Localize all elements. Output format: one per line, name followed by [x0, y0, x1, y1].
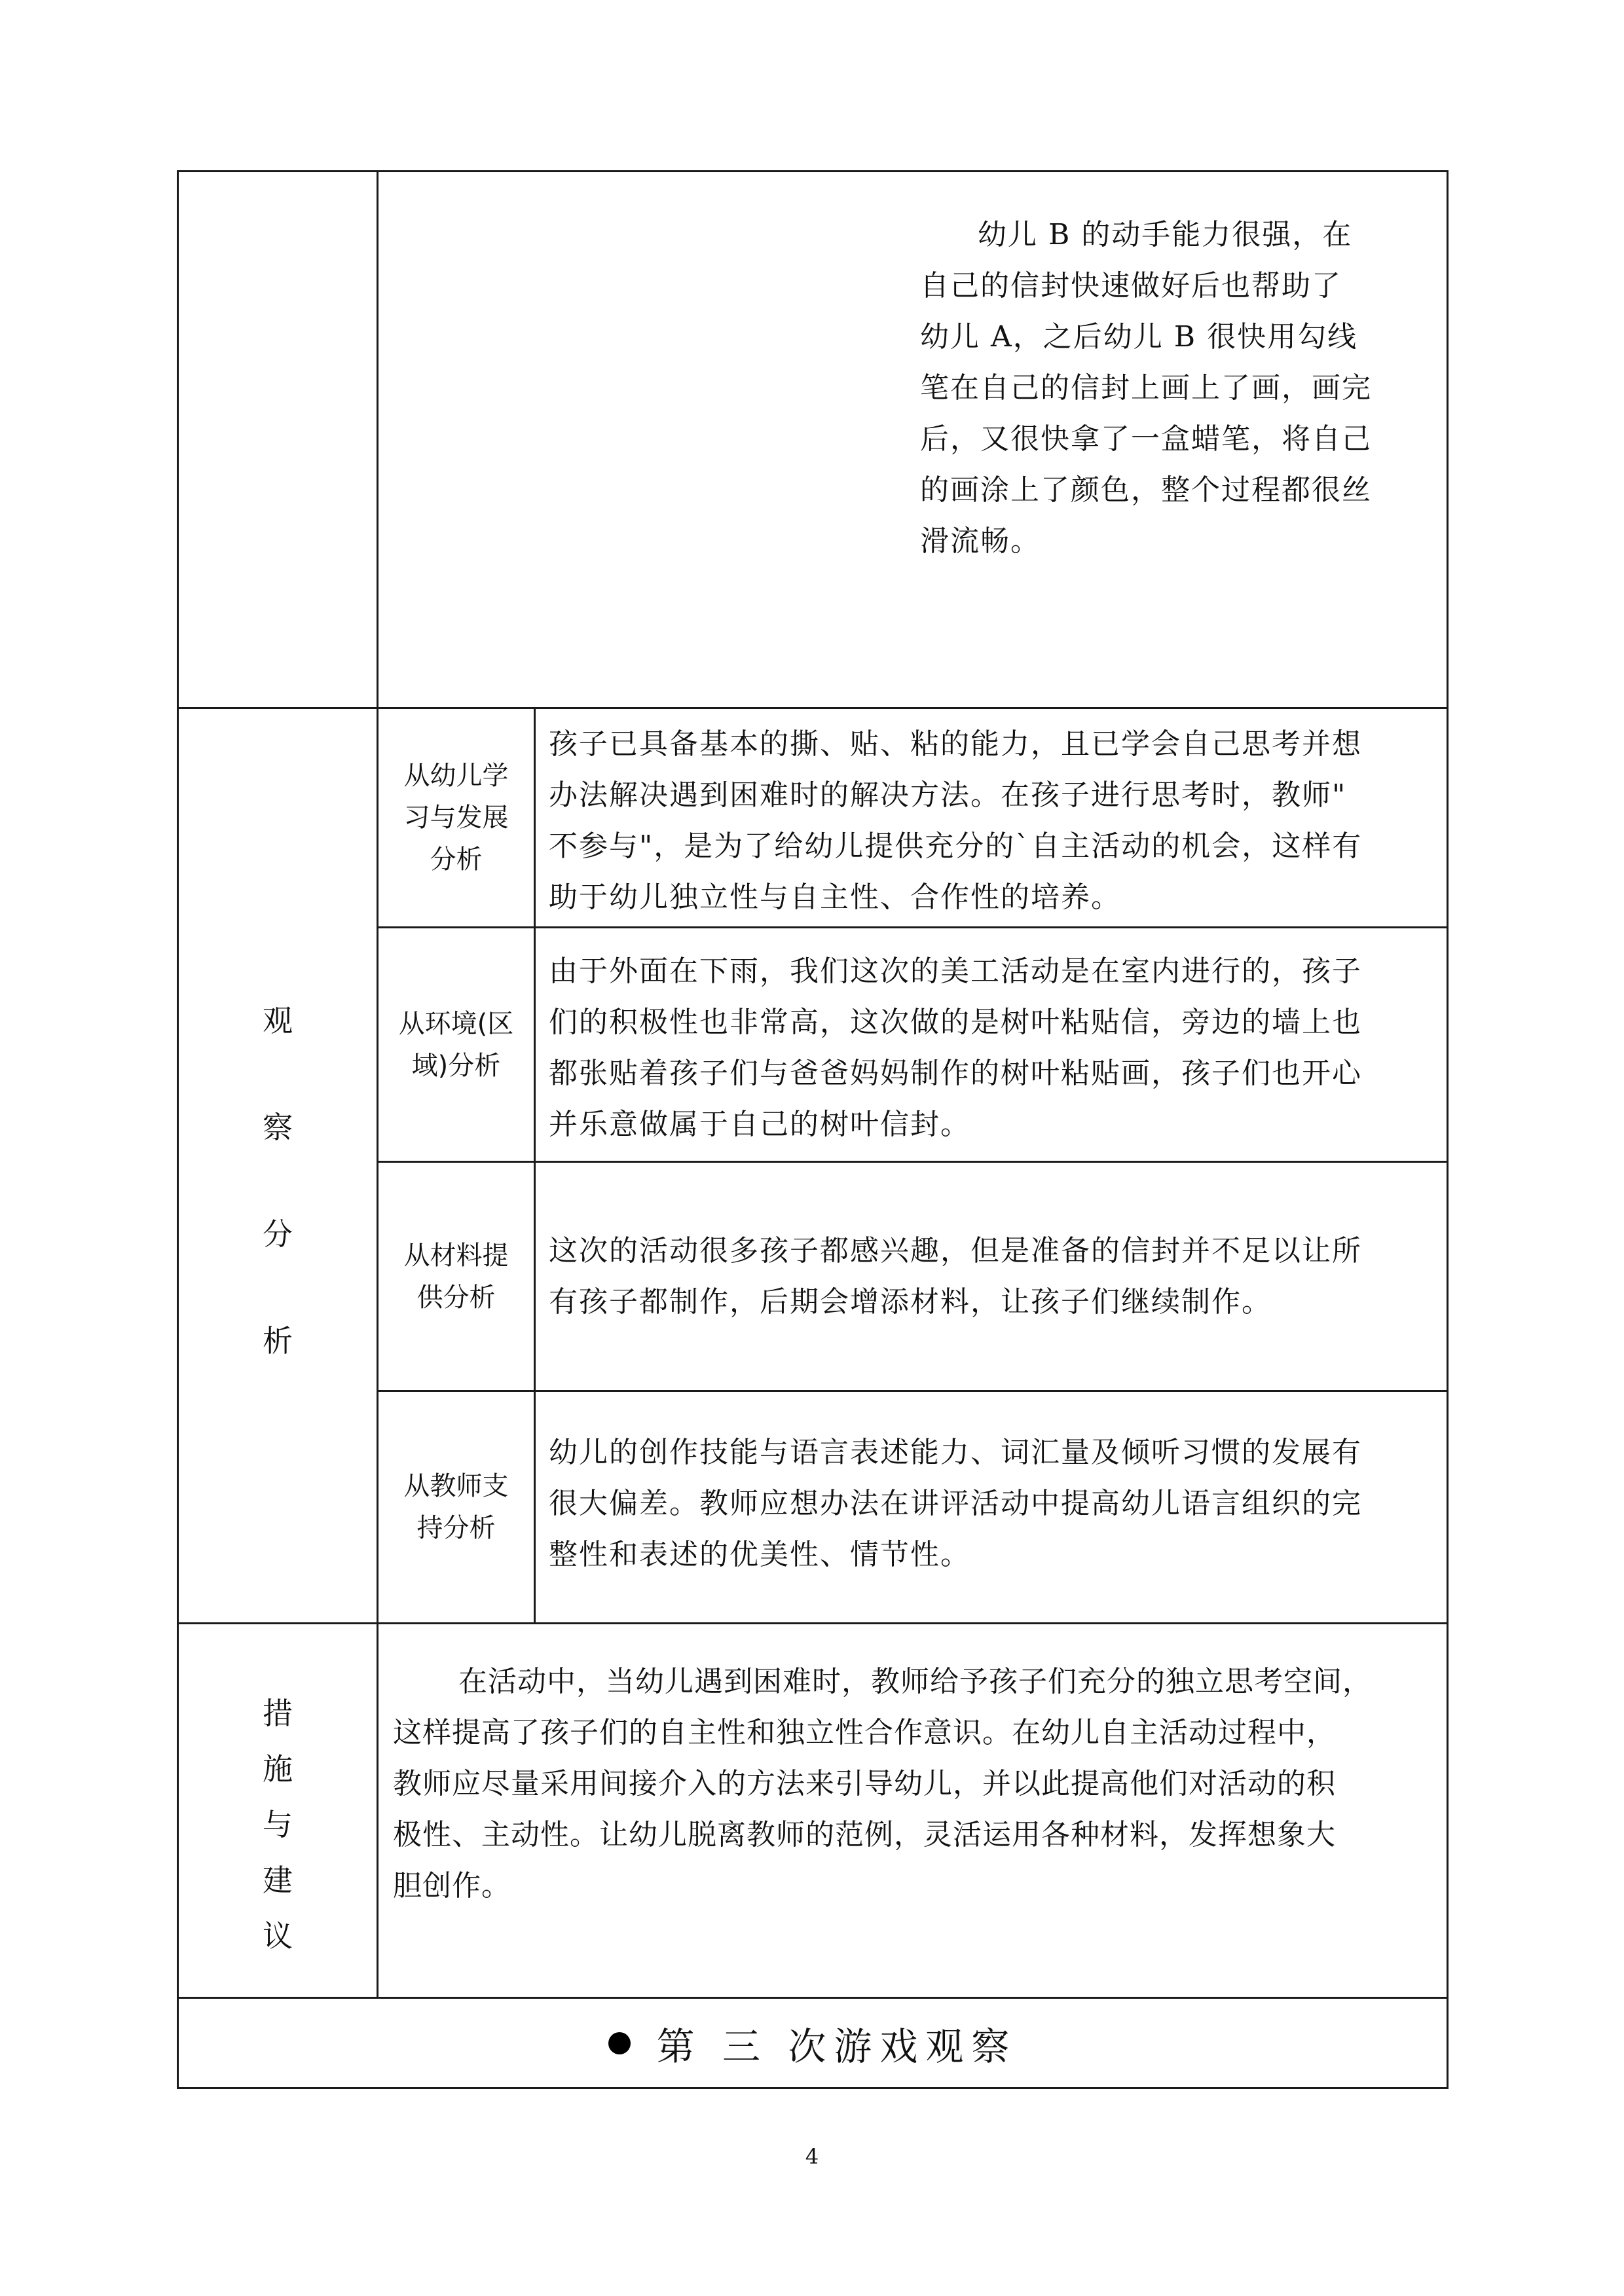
table-border-right: [1447, 170, 1449, 2089]
analysis-line: 孩子已具备基本的撕、贴、粘的能力，且已学会自己思考并想: [549, 727, 1362, 761]
analysis-label-learning: [378, 709, 534, 926]
record-line: 幼儿 A，之后幼儿 B 很快用勾线: [920, 320, 1358, 354]
record-paragraph: [920, 210, 1405, 567]
analysis-line: 办法解决遇到困难时的解决方法。在孩子进行思考时，教师": [549, 778, 1347, 812]
label-line: 习与发展: [403, 803, 509, 833]
record-line: 幼儿 B 的动手能力很强，在: [978, 218, 1353, 251]
analysis-label-materials: [378, 1163, 534, 1390]
section-heading: [179, 1999, 1447, 2087]
vertical-title-char: 观: [263, 1003, 293, 1038]
analysis-text-materials: [549, 1226, 1433, 1328]
column-divider-2: [534, 707, 536, 1624]
analysis-line: 整性和表述的优美性、情节性。: [549, 1538, 970, 1571]
analysis-label-environment: [378, 928, 534, 1161]
record-line: 笔在自己的信封上画上了画，画完: [920, 371, 1372, 405]
analysis-label-teacher: [378, 1392, 534, 1622]
label-line: 从幼儿学: [403, 761, 509, 791]
analysis-text-learning: [549, 719, 1433, 923]
label-line: 从教师支: [403, 1471, 509, 1501]
record-line: 的画涂上了颜色，整个过程都很丝: [920, 473, 1372, 507]
label-line: 持分析: [416, 1513, 496, 1543]
measures-line: 在活动中，当幼儿遇到困难时，教师给予孩子们充分的独立思考空间，: [458, 1665, 1372, 1698]
label-line: 域)分析: [411, 1050, 501, 1081]
record-line: 自己的信封快速做好后也帮助了: [920, 269, 1342, 302]
bullet-icon: [608, 2032, 631, 2054]
measures-title: [179, 1624, 377, 1997]
analysis-text-teacher: [549, 1427, 1433, 1580]
analysis-line: 幼儿的创作技能与语言表述能力、词汇量及倾听习惯的发展有: [549, 1436, 1362, 1469]
measures-text: [393, 1656, 1434, 1912]
measures-line: 教师应尽量采用间接介入的方法来引导幼儿，并以此提高他们对活动的积: [393, 1767, 1336, 1800]
label-line: 从环境(区: [398, 1008, 514, 1039]
vertical-title-char: 分: [263, 1216, 293, 1252]
measures-line: 胆创作。: [393, 1869, 511, 1903]
analysis-line: 们的积极性也非常高，这次做的是树叶粘贴信，旁边的墙上也: [549, 1006, 1362, 1039]
measures-line: 极性、主动性。让幼儿脱离教师的范例，灵活运用各种材料，发挥想象大: [393, 1818, 1336, 1851]
analysis-line: 不参与"，是为了给幼儿提供充分的`自主活动的机会，这样有: [549, 829, 1363, 863]
row-divider-obs-3: [377, 1390, 1449, 1392]
label-line: 分析: [430, 845, 483, 875]
row-divider-obs-1: [377, 926, 1449, 928]
record-line: 滑流畅。: [920, 524, 1041, 558]
observation-record-text: [920, 210, 1405, 567]
analysis-line: 助于幼儿独立性与自主性、合作性的培养。: [549, 881, 1121, 914]
measures-line: 这样提高了孩子们的自主性和独立性合作意识。在幼儿自主活动过程中，: [393, 1716, 1336, 1749]
page-number: 4: [805, 2144, 819, 2169]
vertical-title-char: 与: [263, 1807, 293, 1842]
table-border-bottom: [177, 2087, 1449, 2089]
table-border-top: [177, 170, 1449, 172]
label-line: 从材料提: [403, 1240, 509, 1271]
analysis-line: 并乐意做属于自己的树叶信封。: [549, 1108, 970, 1141]
analysis-line: 有孩子都制作，后期会增添材料，让孩子们继续制作。: [549, 1285, 1272, 1319]
analysis-line: 这次的活动很多孩子都感兴趣，但是准备的信封并不足以让所: [549, 1234, 1362, 1267]
vertical-title-char: 措: [263, 1696, 293, 1731]
vertical-title-char: 析: [263, 1323, 293, 1358]
record-line: 后，又很快拿了一盒蜡笔，将自己: [920, 422, 1372, 456]
analysis-line: 由于外面在下雨，我们这次的美工活动是在室内进行的，孩子: [549, 955, 1362, 988]
analysis-text-environment: [549, 946, 1433, 1150]
analysis-line: 很大偏差。教师应想办法在讲评活动中提高幼儿语言组织的完: [549, 1487, 1362, 1520]
label-line: 供分析: [416, 1282, 496, 1313]
vertical-title-char: 议: [263, 1918, 293, 1954]
section-heading-text: 第 三 次游戏观察: [656, 2024, 1018, 2069]
observation-analysis-title: [179, 709, 377, 1622]
row-divider-obs-2: [377, 1161, 1449, 1163]
analysis-line: 都张贴着孩子们与爸爸妈妈制作的树叶粘贴画，孩子们也开心: [549, 1057, 1362, 1090]
vertical-title-char: 察: [263, 1110, 293, 1145]
vertical-title-char: 建: [263, 1863, 293, 1898]
vertical-title-char: 施: [263, 1751, 293, 1787]
